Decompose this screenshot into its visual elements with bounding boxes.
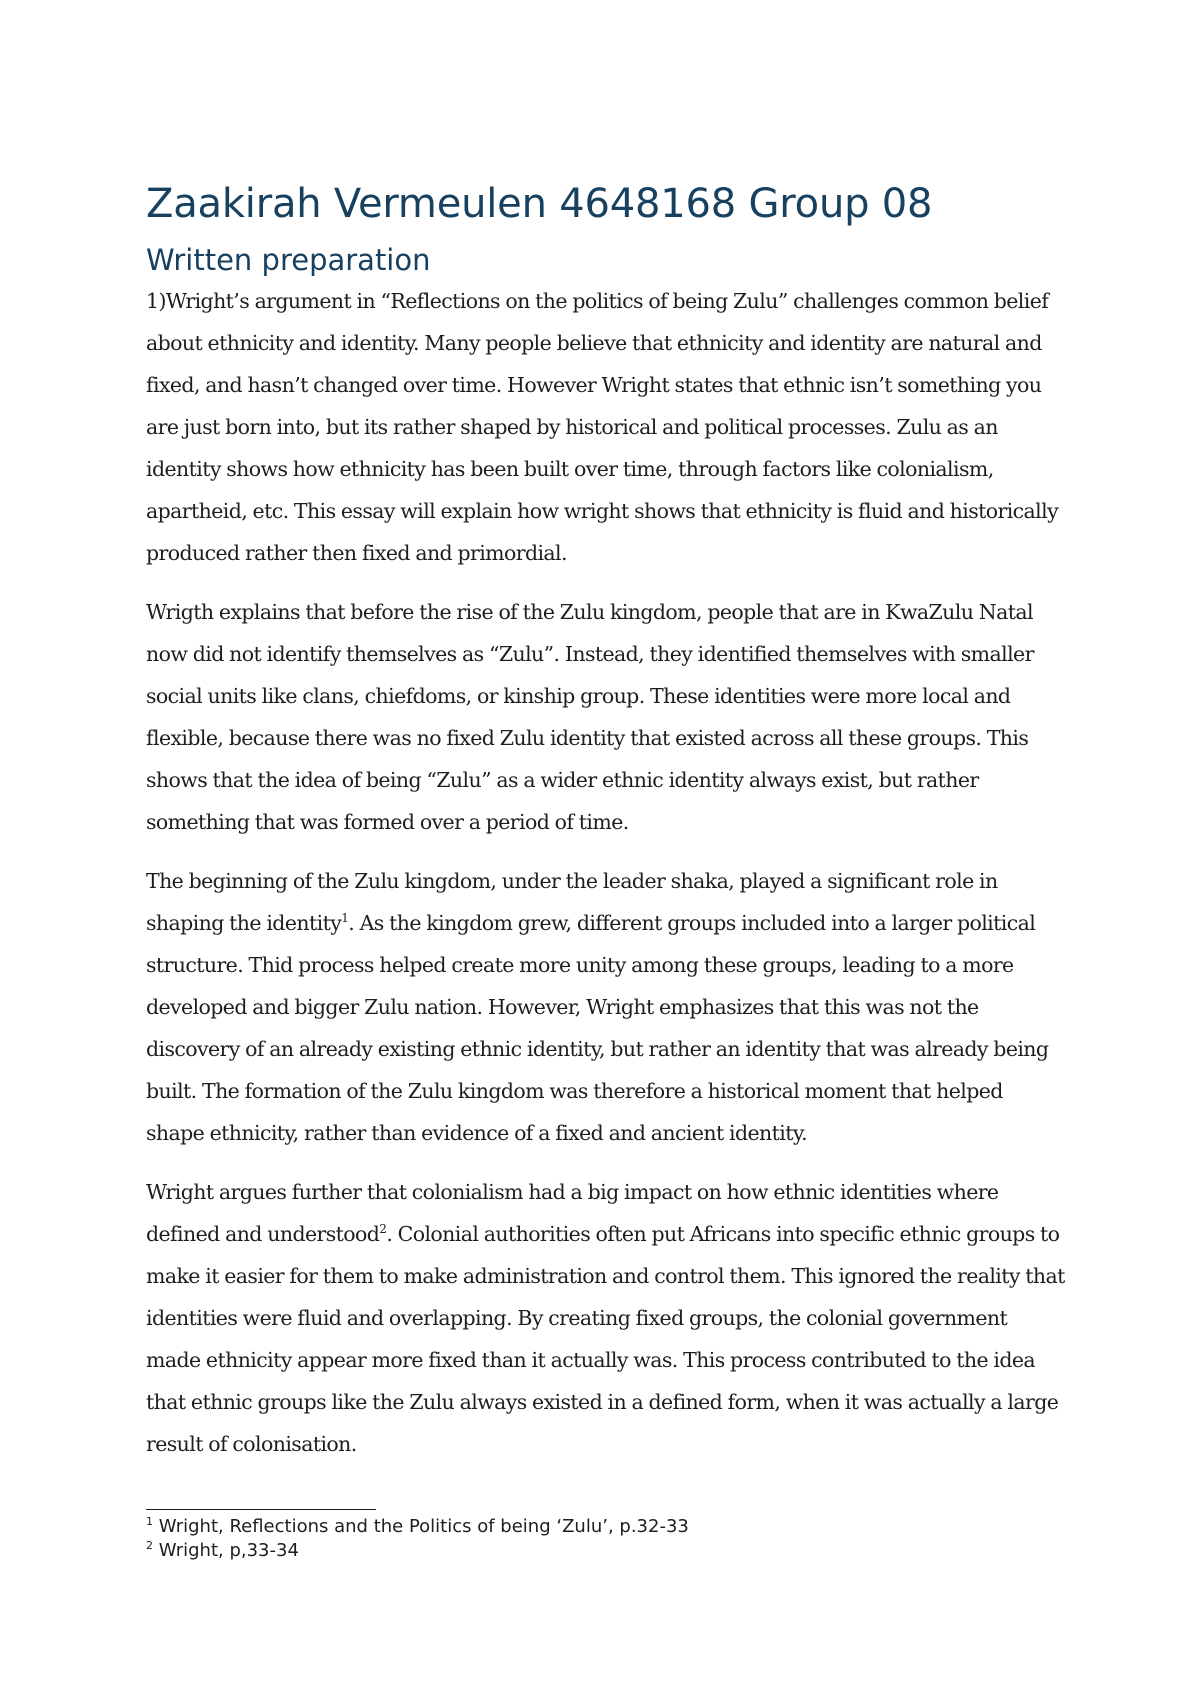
paragraph-3 xyxy=(146,860,1066,1154)
footnote-ref-2: 2 xyxy=(379,1222,387,1237)
paragraph-2: Wrigth explains that before the rise of the Zulu kingdom, people that are in KwaZulu Natal now did not identify themselves as “Zulu”. Instead, they identified themselves with smaller social units like clans, chiefdoms, or kinship group. These identities were more local and flexible, because there was no fixed Zulu identity that existed across all these groups. This shows that the idea of being “Zulu” as a wider ethnic identity always exist, but rather something that was formed over a period of time. xyxy=(146,600,1034,834)
footnote-2 xyxy=(146,1539,1066,1563)
paragraph-4-text-a: Wright argues further that colonialism had a big impact on how ethnic identities where defined and understood xyxy=(146,1180,999,1246)
paragraph-4-text-b: . Colonial authorities often put Africans into specific ethnic groups to make it easier for them to make administration and control them. This ignored the reality that identities were fluid and overlapping. By creating fixed groups, the colonial government made ethnicity appear more fixed than it actually was. This process contributed to the idea that ethnic groups like the Zulu always existed in a defined form, when it was actually a large result of colonisation. xyxy=(146,1222,1065,1456)
footnote-1 xyxy=(146,1515,1066,1539)
footnote-1-number: 1 xyxy=(146,1515,153,1528)
paragraph-4 xyxy=(146,1171,1066,1465)
footnote-separator xyxy=(146,1509,376,1510)
section-heading: Written preparation xyxy=(146,243,431,277)
footnote-1-text: Wright, Reflections and the Politics of being ‘Zulu’, p.32-33 xyxy=(153,1516,689,1537)
document-title: Zaakirah Vermeulen 4648168 Group 08 xyxy=(146,181,933,227)
document-body xyxy=(146,180,1066,1465)
footnotes xyxy=(146,1515,1066,1563)
footnote-2-text: Wright, p,33-34 xyxy=(153,1540,299,1561)
paragraph-3-text-a: The beginning of the Zulu kingdom, under the leader shaka, played a significant role in shaping the identity xyxy=(146,869,998,935)
footnote-2-number: 2 xyxy=(146,1539,153,1552)
footnote-ref-1: 1 xyxy=(341,911,349,926)
paragraph-1: 1)Wright’s argument in “Reflections on the politics of being Zulu” challenges common belief about ethnicity and identity. Many people believe that ethnicity and identity are natural and fixed, and hasn’t changed over time. However Wright states that ethnic isn’t something you are just born into, but its rather shaped by historical and political processes. Zulu as an identity shows how ethnicity has been built over time, through factors like colonialism, apartheid, etc. This essay will explain how wright shows that ethnicity is fluid and historically produced rather then fixed and primordial. xyxy=(146,289,1059,565)
paragraph-3-text-b: . As the kingdom grew, different groups included into a larger political structure. Thid process helped create more unity among these groups, leading to a more developed and bigger Zulu nation. However, Wright emphasizes that this was not the discovery of an already existing ethnic identity, but rather an identity that was already being built. The formation of the Zulu kingdom was therefore a historical moment that helped shape ethnicity, rather than evidence of a fixed and ancient identity. xyxy=(146,911,1049,1145)
